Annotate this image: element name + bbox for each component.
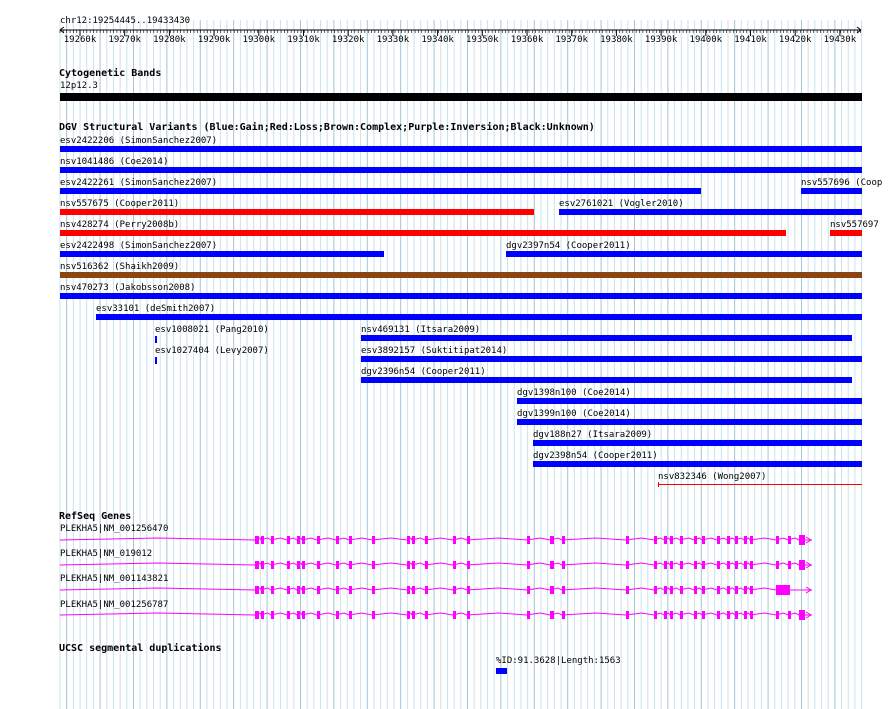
refseq-exon [750,586,753,594]
dgv-feature-label[interactable]: esv1008021 (Pang2010) [155,325,269,335]
refseq-exon [750,536,753,544]
refseq-exon [664,561,667,569]
refseq-exon [562,536,565,544]
refseq-exon [297,536,300,544]
refseq-exon [744,611,747,619]
refseq-exon [349,561,352,569]
refseq-exon [702,536,705,544]
refseq-transcript-label[interactable]: PLEKHA5|NM_019012 [60,549,153,559]
ruler-tick-label: 19380k [600,35,633,45]
dgv-feature-bar [60,146,862,152]
dgv-feature-label[interactable]: nsv557675 (Cooper2011) [60,199,180,209]
refseq-exon [626,611,629,619]
dgv-feature-label[interactable]: esv2422206 (SimonSanchez2007) [60,136,218,146]
refseq-exon [744,561,747,569]
refseq-exon [372,536,375,544]
refseq-intron-line [60,538,812,540]
refseq-exon [562,586,565,594]
refseq-exon [287,611,290,619]
refseq-exon [680,611,683,619]
refseq-exon [467,536,470,544]
cytoband-bar [60,93,862,101]
dgv-feature-bar [60,230,786,236]
refseq-exon [799,560,805,570]
dgv-feature-label[interactable]: nsv470273 (Jakobsson2008) [60,283,196,293]
dgv-feature-label[interactable]: nsv557696 (Coop [801,178,883,188]
refseq-exon [702,611,705,619]
refseq-exon [654,586,657,594]
refseq-exon [670,586,673,594]
refseq-exon [261,561,264,569]
ruler-tick-label: 19270k [108,35,141,45]
refseq-exon [670,611,673,619]
refseq-exon [735,561,738,569]
refseq-exon [302,561,305,569]
refseq-exon [297,586,300,594]
dgv-feature-label[interactable]: nsv516362 (Shaikh2009) [60,262,180,272]
dgv-feature-bar [96,314,862,320]
cytoband-label: 12p12.3 [60,81,98,91]
refseq-exon [788,561,791,569]
segdup-track-title: UCSC segmental duplications [59,643,222,654]
dgv-feature-bar [60,272,862,278]
refseq-exon [727,586,730,594]
refseq-exon [372,586,375,594]
refseq-exon [788,536,791,544]
refseq-exon [453,611,456,619]
dgv-feature-label[interactable]: dgv1398n100 (Coe2014) [517,388,631,398]
dgv-feature-label[interactable]: nsv1041486 (Coe2014) [60,157,169,167]
refseq-exon [744,536,747,544]
dgv-feature-label[interactable]: dgv2397n54 (Cooper2011) [506,241,631,251]
refseq-exon [727,611,730,619]
refseq-exon [412,586,415,594]
ruler-tick-label: 19410k [734,35,767,45]
refseq-exon [670,536,673,544]
refseq-exon [702,586,705,594]
refseq-exon [727,536,730,544]
segdup-feature-bar [496,668,507,674]
ruler-tick-label: 19400k [689,35,723,45]
dgv-feature-label[interactable]: esv3892157 (Suktitipat2014) [361,346,508,356]
segdup-feature-label[interactable]: %ID:91.3628|Length:1563 [496,656,621,666]
refseq-exon [255,611,259,619]
refseq-exon [467,611,470,619]
refseq-exon [527,586,530,594]
dgv-feature-bar [155,336,157,343]
refseq-exon [297,611,300,619]
dgv-feature-marker [658,482,659,487]
dgv-feature-label[interactable]: dgv1399n100 (Coe2014) [517,409,631,419]
refseq-exon [412,536,415,544]
refseq-exon [702,561,705,569]
refseq-exon [453,561,456,569]
dgv-feature-label[interactable]: esv2422261 (SimonSanchez2007) [60,178,218,188]
refseq-intron-line [60,588,812,590]
ruler-tick-label: 19340k [421,35,454,45]
refseq-exon [271,586,274,594]
dgv-feature-bar [506,251,862,257]
dgv-feature-bar [60,293,862,299]
ruler-tick-label: 19300k [242,35,276,45]
ruler-tick-label: 19310k [287,35,320,45]
refseq-track-title: RefSeq Genes [59,511,132,522]
refseq-exon [261,586,264,594]
ruler-tick-label: 19320k [331,35,365,45]
ruler-tick-label: 19430k [823,35,857,45]
refseq-intron-line [60,563,812,565]
refseq-exon [550,561,554,569]
refseq-intron-line [60,613,812,615]
refseq-exon [717,536,720,544]
refseq-exon [664,586,667,594]
dgv-feature-bar [60,209,534,215]
refseq-exon [317,586,320,594]
ruler-tick-label: 19280k [153,35,186,45]
refseq-exon [717,561,720,569]
refseq-exon [735,611,738,619]
refseq-exon [453,586,456,594]
refseq-exon [287,561,290,569]
refseq-exon [336,611,339,619]
refseq-exon [336,536,339,544]
refseq-exon [349,536,352,544]
refseq-exon [654,536,657,544]
refseq-exon [372,561,375,569]
refseq-exon [776,536,779,544]
refseq-exon [255,561,259,569]
refseq-exon [302,611,305,619]
dgv-feature-bar [155,357,157,364]
refseq-exon [349,611,352,619]
dgv-feature-bar [60,167,862,173]
refseq-exon [799,610,805,620]
refseq-exon [271,611,274,619]
dgv-feature-label[interactable]: dgv2396n54 (Cooper2011) [361,367,486,377]
refseq-transcript-label[interactable]: PLEKHA5|NM_001256787 [60,600,169,610]
refseq-exon [467,561,470,569]
ruler-tick-label: 19260k [63,35,97,45]
dgv-feature-label[interactable]: dgv188n27 (Itsara2009) [533,430,653,440]
dgv-feature-bar [830,230,862,236]
refseq-exon [694,536,697,544]
dgv-feature-bar [361,356,862,362]
refseq-exon [750,611,753,619]
ruler-tick-label: 19360k [510,35,544,45]
refseq-exon [735,536,738,544]
ruler-tick-label: 19390k [644,35,678,45]
refseq-transcript-label[interactable]: PLEKHA5|NM_001256470 [60,524,169,534]
dgv-feature-bar [60,188,701,194]
refseq-exon [527,611,530,619]
dgv-feature-label[interactable]: nsv557697 [830,220,879,230]
dgv-feature-label[interactable]: esv2761021 (Vogler2010) [559,199,684,209]
refseq-exon [317,536,320,544]
refseq-exon [407,536,410,544]
refseq-exon [727,561,730,569]
refseq-exon [412,561,415,569]
refseq-exon [799,535,805,545]
dgv-feature-label[interactable]: esv2422498 (SimonSanchez2007) [60,241,218,251]
ruler-tick-label: 19370k [555,35,588,45]
refseq-exon [297,561,300,569]
refseq-exon [776,611,779,619]
dgv-feature-bar [533,461,862,467]
refseq-exon [527,561,530,569]
refseq-exon [407,561,410,569]
refseq-exon [776,561,779,569]
ruler-tick-label: 19290k [197,35,231,45]
refseq-exon [261,536,264,544]
refseq-exon [336,561,339,569]
refseq-exon [735,586,738,594]
dgv-feature-bar [517,398,862,404]
refseq-exon [425,536,428,544]
refseq-exon [467,586,470,594]
refseq-exon [717,586,720,594]
refseq-exon [372,611,375,619]
dgv-feature-label[interactable]: nsv428274 (Perry2008b) [60,220,180,230]
refseq-exon [261,611,264,619]
dgv-feature-label[interactable]: nsv832346 (Wong2007) [658,472,767,482]
refseq-exon [680,536,683,544]
refseq-exon [336,586,339,594]
refseq-exon [664,536,667,544]
refseq-exon [776,585,790,595]
refseq-exon [694,586,697,594]
refseq-exon [412,611,415,619]
refseq-exon [407,586,410,594]
refseq-exon [425,586,428,594]
dgv-feature-bar [533,440,862,446]
dgv-feature-bar [361,335,852,341]
refseq-exon [287,536,290,544]
refseq-exon [425,561,428,569]
refseq-exon [694,561,697,569]
refseq-exon [349,586,352,594]
refseq-exon [694,611,697,619]
dgv-track-title: DGV Structural Variants (Blue:Gain;Red:Loss;Brown:Complex;Purple:Inversion;Black:Unknown) [59,122,595,133]
dgv-feature-bar [801,188,862,194]
dgv-feature-bar [517,419,862,425]
refseq-exon [788,611,791,619]
refseq-exon [317,561,320,569]
cytoband-track-title: Cytogenetic Bands [59,68,162,79]
dgv-feature-bar [658,484,862,485]
refseq-exon [654,611,657,619]
ruler-tick-label: 19350k [466,35,499,45]
refseq-exon [626,536,629,544]
refseq-exon [425,611,428,619]
refseq-exon [407,611,410,619]
ruler-tick-label: 19330k [376,35,410,45]
refseq-exon [271,561,274,569]
refseq-exon [287,586,290,594]
ruler-tick-label: 19420k [778,35,812,45]
refseq-exon [550,536,554,544]
refseq-exon [717,611,720,619]
refseq-exon [562,611,565,619]
refseq-exon [550,586,554,594]
refseq-exon [255,586,259,594]
ruler-region-label: chr12:19254445..19433430 [60,16,191,26]
refseq-exon [654,561,657,569]
refseq-exon [550,611,554,619]
dgv-feature-bar [361,377,852,383]
dgv-feature-label[interactable]: nsv469131 (Itsara2009) [361,325,481,335]
refseq-exon [750,561,753,569]
refseq-exon [453,536,456,544]
refseq-exon [562,561,565,569]
refseq-exon [680,561,683,569]
refseq-transcript-label[interactable]: PLEKHA5|NM_001143821 [60,574,169,584]
refseq-exon [302,586,305,594]
dgv-feature-label[interactable]: dgv2398n54 (Cooper2011) [533,451,658,461]
refseq-exon [255,536,259,544]
dgv-feature-label[interactable]: esv33101 (deSmith2007) [96,304,216,314]
refseq-exon [664,611,667,619]
refseq-exon [302,536,305,544]
refseq-exon [744,586,747,594]
refseq-exon [527,536,530,544]
refseq-exon [626,586,629,594]
refseq-exon [626,561,629,569]
dgv-feature-bar [559,209,862,215]
refseq-exon [680,586,683,594]
dgv-feature-label[interactable]: esv1027404 (Levy2007) [155,346,269,356]
refseq-exon [271,536,274,544]
dgv-feature-bar [60,251,384,257]
refseq-exon [317,611,320,619]
refseq-exon [670,561,673,569]
